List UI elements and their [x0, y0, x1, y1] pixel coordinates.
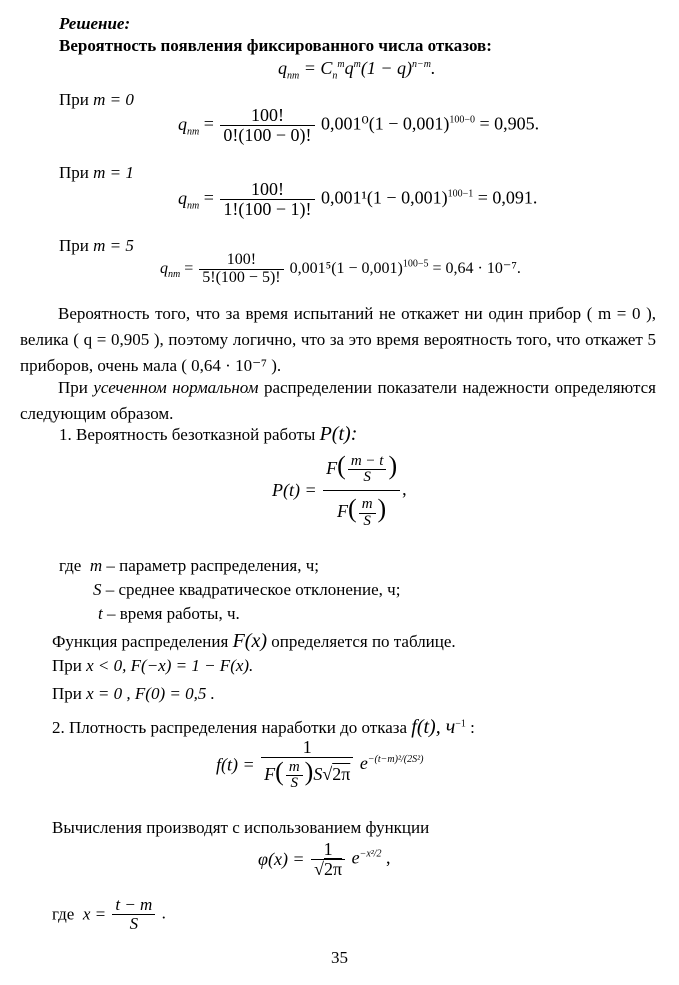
paragraph-conclusion: Вероятность того, что за время испытаний не откажет ни один прибор ( m = 0 ), велика ( q = 0,905 ), поэтому логично, что за это время вероятность того, что откажет 5 приборов, очень мала ( 0,64 · 10⁻⁷ ).: [20, 304, 656, 375]
page-number: 35: [331, 948, 348, 967]
formula-P: P(t) = F( $\frac{m - t}{S}$ ) F( $\frac{m}{S}$ ) ,: [272, 451, 407, 529]
function-distribution-line: Функция распределения F(x) определяется по таблице.: [52, 630, 456, 652]
item-1-title: 1. Вероятность безотказной работы P(t):: [59, 423, 358, 445]
case-label-5: При m = 5: [59, 236, 134, 255]
calculation-line: Вычисления производят с использованием функции: [52, 818, 430, 837]
paragraph-truncated-normal: При усеченном нормальном распределении показатели надежности определяются следующим образом.: [20, 378, 656, 423]
solution-heading: Решение:: [59, 14, 131, 33]
where-line-m: где m – параметр распределения, ч;: [59, 556, 320, 575]
item-2-title: 2. Плотность распределения наработки до отказа f(t), $ч^{-1}$ :: [52, 716, 475, 738]
case-formula-5: $q_{nm}$ = $\frac{100!}{5!(100 - 5)!}$ $0,001^5(1 - 0,001)^{100-5} = 0,64 \cdot 10^{-7}$.: [160, 251, 521, 286]
condition-negative: При x < 0, F(−x) = 1 − F(x).: [52, 656, 254, 675]
where-line-t: t – время работы, ч.: [98, 604, 240, 623]
case-label-1: При m = 1: [59, 163, 134, 182]
main-formula: $q_{nm} = C_n^mq^m(1 - q)^{n-m}$.: [278, 58, 436, 82]
fixed-failures-title: Вероятность появления фиксированного числа отказов:: [59, 36, 492, 55]
case-label-0: При m = 0: [59, 90, 134, 109]
formula-phi: φ(x) = $\frac{1}{√2\pi}$ $e^{-x^2/2}$ ,: [258, 839, 391, 879]
formula-x: где x = $\frac{t - m}{S}$ .: [52, 895, 166, 933]
formula-f: f(t) = 1 F( $\frac{m}{S}$ )S√2π $e^{-(t-m)^2/(2S^2)}$: [216, 737, 424, 792]
case-formula-0: $q_{nm}$ = $\frac{100!}{0!(100 - 0)!}$ $0,001^0(1 - 0,001)^{100-0} = 0,905$.: [178, 105, 540, 145]
case-formula-1: $q_{nm}$ = $\frac{100!}{1!(100 - 1)!}$ $0,001^1(1 - 0,001)^{100-1} = 0,091$.: [178, 179, 538, 219]
condition-zero: При x = 0 , F(0) = 0,5 .: [52, 684, 215, 703]
where-line-S: S – среднее квадратическое отклонение, ч;: [93, 580, 401, 599]
